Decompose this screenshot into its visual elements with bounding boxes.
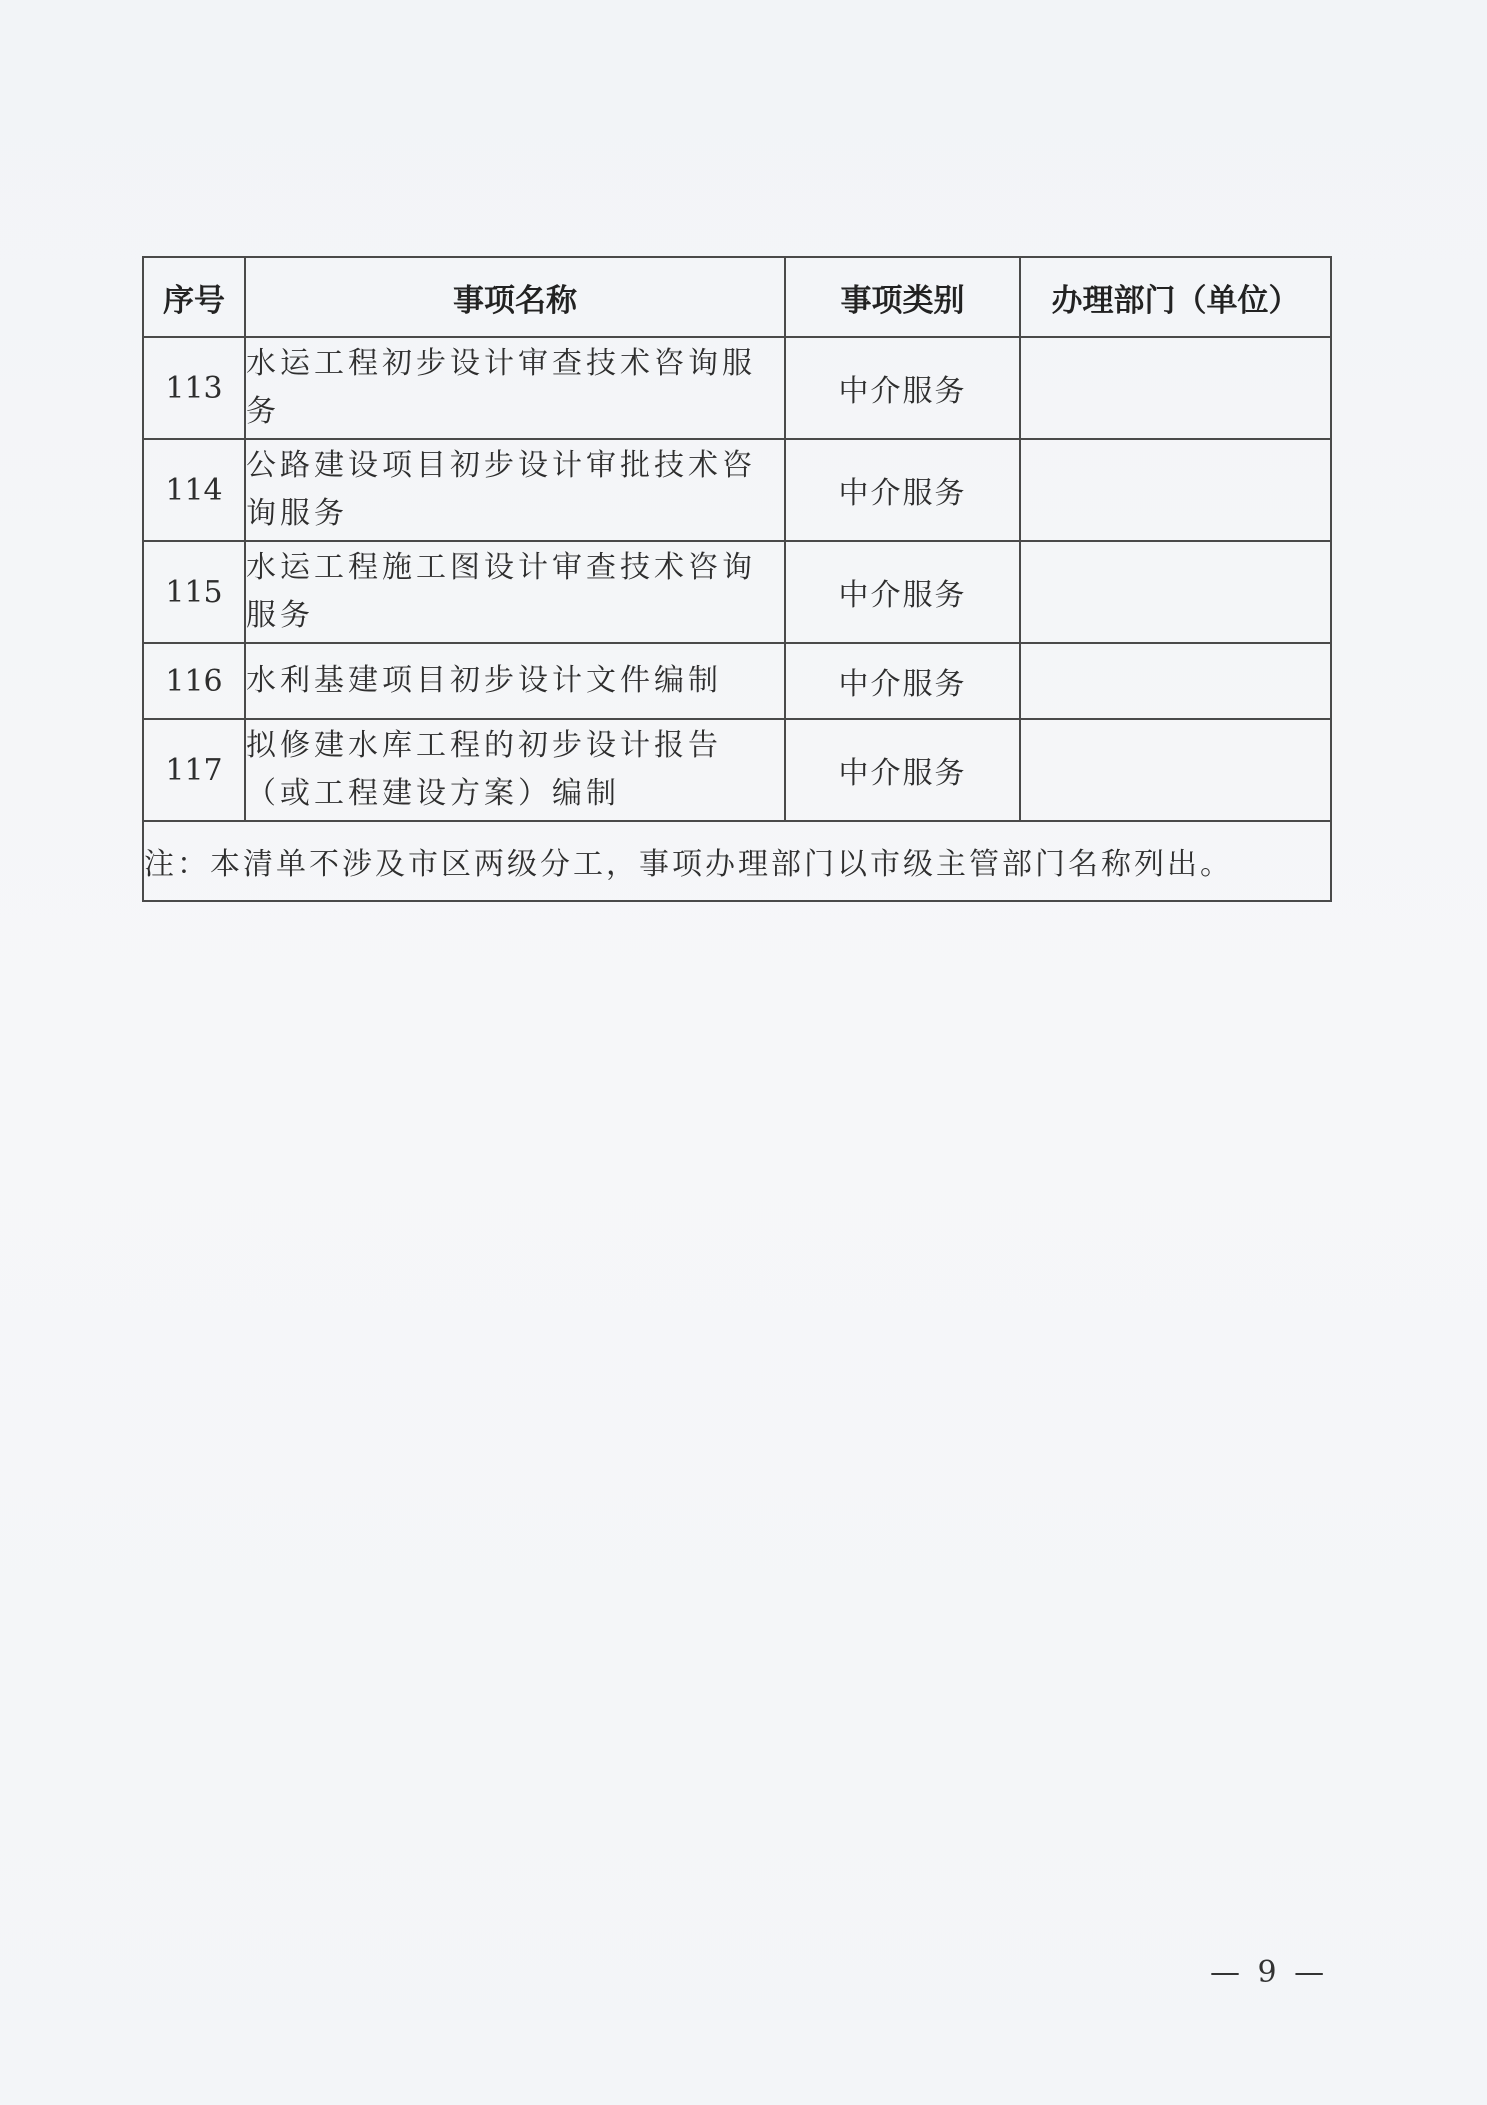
row-type: 中介服务 <box>785 439 1020 541</box>
row-dept <box>1020 337 1331 439</box>
table-row <box>143 337 1331 439</box>
row-index: 117 <box>143 719 245 821</box>
row-name: 水运工程施工图设计审查技术咨询服务 <box>245 541 785 643</box>
row-name: 水运工程初步设计审查技术咨询服务 <box>245 337 785 439</box>
row-dept <box>1020 643 1331 719</box>
note-row <box>143 821 1331 901</box>
row-dept <box>1020 541 1331 643</box>
row-index: 116 <box>143 643 245 719</box>
row-dept <box>1020 719 1331 821</box>
table-row <box>143 541 1331 643</box>
row-name: 水利基建项目初步设计文件编制 <box>245 643 785 719</box>
table-note: 注：本清单不涉及市区两级分工，事项办理部门以市级主管部门名称列出。 <box>143 821 1331 901</box>
header-name: 事项名称 <box>245 257 785 337</box>
row-index: 115 <box>143 541 245 643</box>
table-header-row <box>143 257 1331 337</box>
row-type: 中介服务 <box>785 541 1020 643</box>
row-index: 114 <box>143 439 245 541</box>
row-type: 中介服务 <box>785 337 1020 439</box>
header-index: 序号 <box>143 257 245 337</box>
row-type: 中介服务 <box>785 719 1020 821</box>
row-index: 113 <box>143 337 245 439</box>
row-type: 中介服务 <box>785 643 1020 719</box>
table-row <box>143 643 1331 719</box>
header-dept: 办理部门（单位） <box>1020 257 1331 337</box>
page-number: — 9 — <box>1210 1955 1329 1990</box>
table-row <box>143 439 1331 541</box>
row-name: 公路建设项目初步设计审批技术咨询服务 <box>245 439 785 541</box>
row-dept <box>1020 439 1331 541</box>
row-name: 拟修建水库工程的初步设计报告（或工程建设方案）编制 <box>245 719 785 821</box>
items-table <box>142 256 1332 902</box>
table-row <box>143 719 1331 821</box>
header-type: 事项类别 <box>785 257 1020 337</box>
